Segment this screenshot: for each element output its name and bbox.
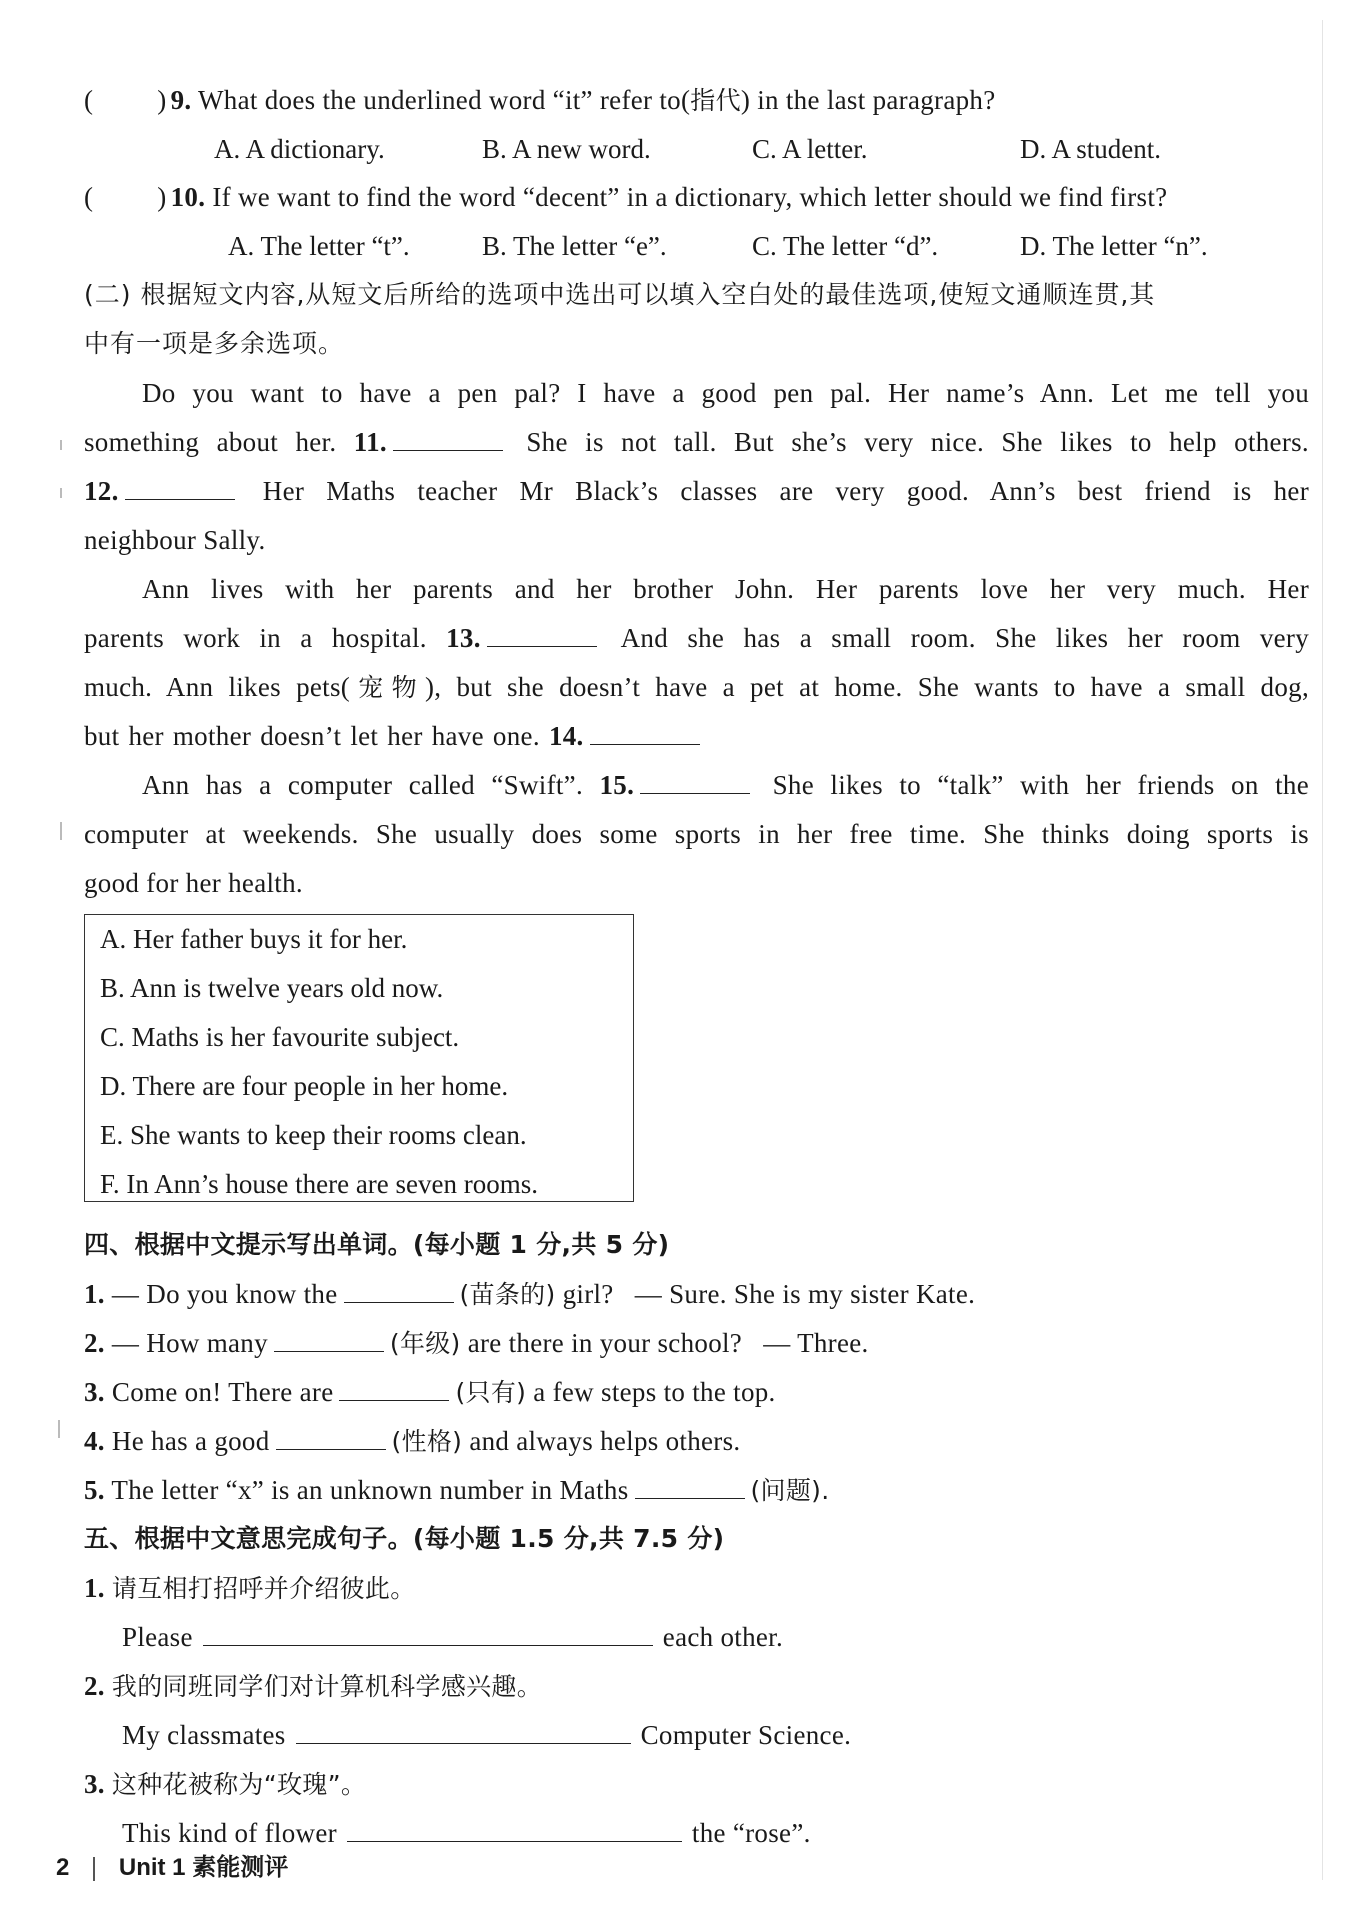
item-number: 3. — [84, 1769, 105, 1799]
sec5-item-3-answer — [122, 1815, 1347, 1851]
option-b: B. The letter “e”. — [482, 231, 667, 261]
chinese-sentence: 这种花被称为“玫瑰”。 — [111, 1770, 367, 1799]
passage-text: She is not tall. But she’s very nice. She likes to help others. — [526, 427, 1309, 457]
passage-line — [142, 767, 1309, 803]
choice-b: B. Ann is twelve years old now. — [100, 973, 444, 1003]
page-number: 2 — [56, 1854, 70, 1881]
footer-divider — [93, 1857, 95, 1881]
blank-11[interactable] — [393, 424, 503, 451]
footer-title: Unit 1 素能测评 — [118, 1854, 289, 1881]
chinese-hint: (只有) — [455, 1378, 527, 1407]
answer-blank[interactable] — [344, 1276, 454, 1303]
question-text-end: ) in the last paragraph? — [740, 85, 996, 115]
item-number: 1. — [84, 1573, 105, 1603]
scan-mark — [60, 488, 62, 498]
passage-text: ), but she doesn’t have a pet at home. She wants to have a small dog, — [424, 672, 1309, 702]
chinese-hint: (问题). — [750, 1476, 830, 1505]
item-number: 3. — [84, 1377, 105, 1407]
passage-line — [84, 669, 1309, 706]
item-text: He has a good — [111, 1426, 270, 1456]
sec5-item-2-answer — [122, 1717, 1347, 1753]
option-c: C. The letter “d”. — [752, 231, 939, 261]
sec4-item-5 — [84, 1472, 1309, 1509]
scan-mark — [60, 440, 62, 450]
blank-15[interactable] — [640, 767, 750, 794]
scan-mark — [60, 822, 62, 840]
option-b: B. A new word. — [482, 134, 651, 164]
passage-text: but her mother doesn’t let her have one. — [84, 721, 540, 751]
scan-mark — [58, 1420, 60, 1438]
sec5-item-3-prompt — [84, 1766, 1309, 1803]
item-text: — How many — [111, 1328, 268, 1358]
option-c: C. A letter. — [752, 134, 868, 164]
question-number: 10. — [170, 182, 206, 212]
answer-blank[interactable] — [296, 1717, 631, 1744]
answer-blank[interactable] — [339, 1374, 449, 1401]
question-number: 9. — [170, 85, 192, 115]
chinese-hint: (性格) — [391, 1427, 463, 1456]
blank-13[interactable] — [487, 620, 597, 647]
option-a: A. A dictionary. — [214, 134, 385, 164]
sec4-item-1 — [84, 1276, 1309, 1313]
answer-paren-open: ( — [84, 182, 94, 212]
section-4-heading: 四、根据中文提示写出单词。(每小题 1 分,共 5 分) — [84, 1230, 670, 1259]
chinese-hint: 宠物 — [350, 673, 425, 702]
item-number: 2. — [84, 1328, 105, 1358]
passage-text: Her Maths teacher Mr Black’s classes are very good. Ann’s best friend is her — [262, 476, 1309, 506]
sec4-item-4 — [84, 1423, 1309, 1460]
blank-12[interactable] — [125, 473, 235, 500]
passage-line: good for her health. — [84, 868, 303, 898]
passage-line — [84, 473, 1309, 509]
chinese-hint: 指代 — [690, 86, 741, 115]
item-text: Come on! There are — [111, 1377, 334, 1407]
question-text: What does the underlined word “it” refer to( — [198, 85, 691, 115]
page-edge — [1322, 20, 1323, 1880]
blank-number-14: 14. — [548, 721, 584, 751]
option-a: A. The letter “t”. — [228, 231, 410, 261]
page-footer — [56, 1853, 288, 1883]
question-10 — [84, 179, 1309, 215]
choice-c: C. Maths is her favourite subject. — [100, 1022, 460, 1052]
passage-text: Ann has a computer called “Swift”. — [142, 770, 584, 800]
answer-blank[interactable] — [203, 1619, 653, 1646]
passage-text: She likes to “talk” with her friends on the — [772, 770, 1309, 800]
blank-number-15: 15. — [599, 770, 635, 800]
question-9 — [84, 82, 1309, 119]
option-d: D. The letter “n”. — [1020, 231, 1208, 261]
blank-number-11: 11. — [353, 427, 387, 457]
sec4-item-3 — [84, 1374, 1309, 1411]
chinese-hint: (苗条的) — [459, 1280, 556, 1309]
sec5-item-2-prompt — [84, 1668, 1309, 1705]
passage-line — [84, 620, 1309, 656]
item-text-end: are there in your school? — Three. — [467, 1328, 869, 1358]
item-number: 4. — [84, 1426, 105, 1456]
section-instruction-cont: 中有一项是多余选项。 — [84, 329, 345, 358]
passage-line — [84, 718, 1309, 754]
item-text-end: and always helps others. — [469, 1426, 741, 1456]
passage-text: much. Ann likes pets( — [84, 672, 351, 702]
choice-e: E. She wants to keep their rooms clean. — [100, 1120, 527, 1150]
choice-d: D. There are four people in her home. — [100, 1071, 509, 1101]
answer-blank[interactable] — [274, 1325, 384, 1352]
item-text-end: Computer Science. — [640, 1720, 852, 1750]
passage-line: neighbour Sally. — [84, 525, 266, 555]
sec5-item-1-prompt — [84, 1570, 1309, 1607]
item-text-end: the “rose”. — [691, 1818, 811, 1848]
passage-line: computer at weekends. She usually does some sports in her free time. She thinks doing sports is — [84, 819, 1309, 849]
item-text: Please — [122, 1622, 193, 1652]
choice-a: A. Her father buys it for her. — [100, 924, 408, 954]
item-text: This kind of flower — [122, 1818, 337, 1848]
blank-14[interactable] — [590, 718, 700, 745]
item-text: My classmates — [122, 1720, 286, 1750]
section-instruction: (二) 根据短文内容,从短文后所给的选项中选出可以填入空白处的最佳选项,使短文通顺连贯,其 — [84, 280, 1156, 309]
answer-blank[interactable] — [347, 1815, 682, 1842]
blank-number-13: 13. — [446, 623, 481, 653]
item-number: 1. — [84, 1279, 105, 1309]
answer-blank[interactable] — [276, 1423, 386, 1450]
item-text: The letter “x” is an unknown number in Maths — [111, 1475, 629, 1505]
answer-paren-close: ) — [157, 85, 167, 115]
chinese-hint: (年级) — [389, 1329, 461, 1358]
question-text: If we want to find the word “decent” in a dictionary, which letter should we find first? — [212, 182, 1168, 212]
sec4-item-2 — [84, 1325, 1309, 1362]
answer-paren-open: ( — [84, 85, 94, 115]
choices-box — [84, 914, 634, 1202]
item-text-end: a few steps to the top. — [533, 1377, 776, 1407]
passage-text: parents work in a hospital. — [84, 623, 427, 653]
blank-number-12: 12. — [84, 476, 119, 506]
answer-blank[interactable] — [635, 1472, 745, 1499]
passage-text: something about her. — [84, 427, 337, 457]
item-text: — Do you know the — [111, 1279, 338, 1309]
passage-line — [84, 424, 1309, 460]
passage-line: Ann lives with her parents and her brother John. Her parents love her very much. Her — [142, 574, 1309, 604]
option-d: D. A student. — [1020, 134, 1162, 164]
item-text-end: each other. — [662, 1622, 784, 1652]
sec5-item-1-answer — [122, 1619, 1347, 1655]
item-text-end: girl? — Sure. She is my sister Kate. — [562, 1279, 976, 1309]
chinese-sentence: 请互相打招呼并介绍彼此。 — [111, 1574, 416, 1603]
item-number: 2. — [84, 1671, 105, 1701]
section-5-heading: 五、根据中文意思完成句子。(每小题 1.5 分,共 7.5 分) — [84, 1524, 725, 1553]
passage-text: And she has a small room. She likes her room very — [620, 623, 1309, 653]
answer-paren-close: ) — [157, 182, 167, 212]
item-number: 5. — [84, 1475, 105, 1505]
passage-line: Do you want to have a pen pal? I have a good pen pal. Her name’s Ann. Let me tell you — [142, 378, 1309, 408]
chinese-sentence: 我的同班同学们对计算机科学感兴趣。 — [111, 1672, 543, 1701]
choice-f: F. In Ann’s house there are seven rooms. — [100, 1169, 538, 1199]
